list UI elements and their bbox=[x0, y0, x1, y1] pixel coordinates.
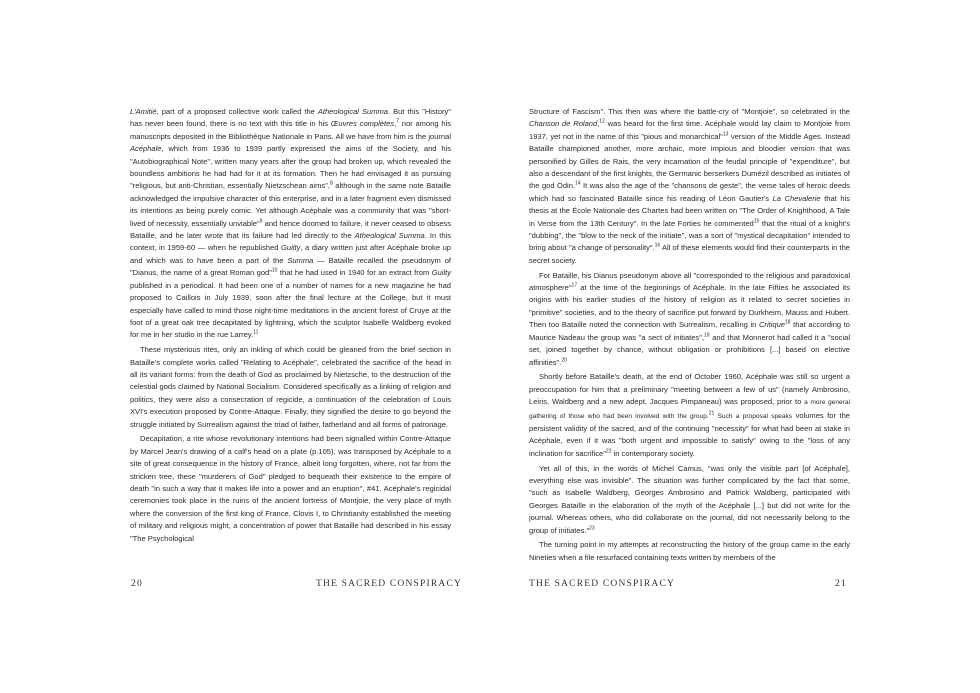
paragraph bbox=[130, 344, 451, 431]
text-run: All of these elements would find their counterparts in the secret society. bbox=[529, 243, 851, 265]
footnote-ref: 19 bbox=[704, 332, 710, 339]
italic-text: Acéphale bbox=[130, 144, 162, 154]
page-number: 20 bbox=[131, 579, 143, 589]
text-run: , bbox=[394, 119, 397, 129]
footnote-ref: 13 bbox=[722, 131, 729, 138]
page-number: 21 bbox=[835, 579, 847, 589]
right-page-body bbox=[529, 106, 850, 564]
text-run: nor among his manuscripts deposited in the Bibliothèque Nationale in Paris. All we have from him is the journal bbox=[130, 119, 452, 141]
text-run: , a diary written just after Acéphale broke up and which was to have been a part of the bbox=[130, 243, 452, 265]
text-run: was heard for the first time. Acéphale would lay claim to Montjoie from 1937, yet not in the name of this "pious and monarchical" bbox=[529, 119, 851, 141]
footnote-ref: 18 bbox=[785, 319, 791, 326]
running-title: THE SACRED CONSPIRACY bbox=[529, 579, 676, 589]
text-run: The turning point in my attempts at reconstructing the history of the group came in the early Nineties when a file resurfaced containing texts written by members of the bbox=[529, 540, 850, 562]
text-run: , which from 1936 to 1939 partly expressed the aims of the Society, and his "Autobiographical Note", written many years after the group had broken up, which revealed the boundless ambitions he had had for it at its formation. Then he had envisaged it as pursuing "religious, but anti-Christian, essentially Nietzschean aims", bbox=[130, 144, 451, 191]
text-run: that his thesis at the École Nationale des Chartes had been written on "The Order of Knighthood, A Tale in Verse from the 13th Century". In the late Forties he commented bbox=[529, 193, 850, 228]
text-run: that according to Maurice Nadeau the group was "a sect of initiates", bbox=[529, 320, 850, 342]
italic-text: Guilty bbox=[431, 268, 451, 278]
paragraph bbox=[529, 371, 850, 460]
text-run: . But this "History" has never been found, there is no text with this title in his bbox=[130, 107, 451, 129]
italic-text: Critique bbox=[758, 320, 785, 330]
footnote-ref: 15 bbox=[753, 218, 760, 225]
text-run: , part of a proposed collective work called the bbox=[156, 107, 318, 116]
italic-text: Œuvres complètes bbox=[330, 119, 395, 129]
text-run: and hence doomed to failure, it never ceased to obsess Bataille, and he later wrote that its failure had led directly to the bbox=[130, 218, 451, 241]
italic-text: Chanson de Roland bbox=[529, 119, 598, 129]
footnote-ref: 8 bbox=[329, 180, 333, 187]
text-run: although in the same note Bataille acknowledged the impulsive character of this enterprise, and in a later fragment even dismissed its intentions as being purely comic. Yet although Acéphale was a community that was "short-lived of necessity, essentially unviable" bbox=[130, 181, 451, 228]
text-run: that he had used in 1940 for an extract from bbox=[277, 268, 432, 278]
condensed-text: a more general gathering of those who had been involved with the group. bbox=[529, 399, 850, 420]
footnote-ref: 17 bbox=[571, 282, 578, 289]
paragraph bbox=[130, 106, 451, 342]
running-title: THE SACRED CONSPIRACY bbox=[316, 579, 463, 589]
paragraph bbox=[529, 270, 850, 369]
italic-text: La Chevalerie bbox=[772, 193, 821, 203]
paragraph bbox=[529, 463, 850, 537]
right-page bbox=[490, 0, 980, 693]
text-run: For Bataille, his Dianus pseudonym above all "corresponded to the religious and paradoxical atmosphere" bbox=[529, 270, 850, 293]
text-run: Structure of Fascism". This then was where the battle-cry of "Montjoie", so celebrated in the bbox=[529, 107, 850, 116]
paragraph bbox=[529, 539, 850, 564]
text-run: in contemporary society. bbox=[611, 448, 695, 458]
text-run: It was also the age of the "chansons de geste", the verse tales of heroic deeds which had so fascinated Bataille since his reading of Léon Gautier's bbox=[529, 181, 850, 203]
footnote-ref: 11 bbox=[253, 329, 259, 336]
footnote-ref: 9 bbox=[259, 218, 263, 225]
text-run: volumes for the persistent validity of the sacred, and of the continuing "necessity" for what had been at stake in Acéphale, even if it was "both urgent and impossible to satisfy" owing to the "loss of any inclination for sacrifice" bbox=[529, 410, 850, 458]
left-page-body bbox=[130, 106, 451, 545]
italic-text: Guilty bbox=[281, 243, 301, 253]
footnote-ref: 22 bbox=[605, 448, 612, 455]
footnote-ref: 16 bbox=[654, 242, 661, 249]
text-run: that the ritual of a knight's "dubbing", the "blow to the neck of the initiate", was a sort of "mystical decapitation" intended to bring about "a change of personality". bbox=[529, 218, 850, 253]
footnote-ref: 20 bbox=[561, 357, 567, 363]
text-run: and that Monnerot had called it a "social set, joined together by chance, without obligation or prohibitions [...] based on elective affinities". bbox=[529, 332, 850, 367]
text-run: — Bataille recalled the pseudonym of "Dianus, the name of a great Roman god" bbox=[130, 255, 451, 278]
italic-text: Atheological Summa bbox=[317, 107, 388, 116]
footnote-ref: 7 bbox=[396, 118, 399, 125]
text-run: at the time of the beginnings of Acéphale. In the late Fifties he associated its origins with his earlier studies of the history of religion as it related to secret societies in "primitive" societies, and to the theory of sacrifice put forward by Durkheim, Mauss and Hubert. Then too Bataille noted the connection with Surrealism, recalling in bbox=[529, 283, 850, 330]
text-run: These mysterious rites, only an inkling of which could be gleaned from the brief section in Bataille's complete works called "Relating to Acéphale", celebrated the sacrifice of the head in all its variant forms: from the death of God as proclaimed by Nietzsche, to the destruction of the celestial gods claimed by National Socialism. Considered specifically as a linking of religion and politics, they were also a consecration of regicide, a continuation of the celebration of Louis XVI's execution proposed by Contre-Attaque. Finally, they signified the desire to go beyond the struggle initiated by Surrealism against the triad of father, fatherland and all forms of patronage. bbox=[130, 345, 451, 429]
text-run: Decapitation, a rite whose revolutionary intentions had been signalled within Contre-Attaque by Marcel Jean's drawing of a calf's head on a plate (p.105), was transposed by Acéphale to a site of great consequence in the history of France, albeit long forgotten, where, not far from the stricken tree, these "murderers of God" pledged to bequeath their existence to the empire of death "in such a way that it makes life into a power and an eruption", #41. Acéphale's regicidal ceremonies took place in the ruins of the ancient fortress of Montjoie, the very place of myth where the conversion of the first king of France, Clovis I, to Christianity established the meeting of military and religious might, a concentration of power that Bataille had described in his essay "The Psychological bbox=[130, 434, 451, 543]
text-run: published in a periodical. It had been one of a number of names for a new magazine he had proposed to Caillois in July 1939, soon after the final lecture at the College, but it must especially have called to mind those night-time meditations in the ancient forest of Cruye at the foot of a great oak tree decapitated by lightning, which the sculptor Isabelle Waldberg evoked for me in her studio in the rue Larrey. bbox=[130, 280, 451, 340]
paragraph bbox=[529, 106, 850, 267]
footnote-ref: 12 bbox=[599, 118, 605, 125]
paragraph bbox=[130, 433, 451, 545]
footnote-ref: 14 bbox=[575, 180, 581, 187]
text-run: . In this context, in 1959-60 — when he republished bbox=[130, 231, 451, 253]
footnote-ref: 10 bbox=[271, 267, 278, 274]
condensed-text: Such a proposal speaks bbox=[714, 412, 793, 420]
text-run: version of the Middle Ages. Instead Bataille championed another, more archaic, more impious and bloodier version that was personified by Gilles de Rais, the very incarnation of the feudal principle of "expenditure", but also a descendant of the first knights, the Germanic berserkers Dumézil described as initiates of the god Odin. bbox=[529, 131, 850, 191]
text-run: , bbox=[597, 119, 600, 129]
footnote-ref: 23 bbox=[589, 525, 595, 532]
italic-text: Atheological Summa bbox=[354, 231, 425, 241]
text-run: Shortly before Bataille's death, at the end of October 1960, Acéphale was still so urgent a preoccupation for him that a preliminary "meeting between a few of us" (namely Ambrosino, Leiris, Waldberg and a new adept, Jacques Pimpaneau) was proposed, prior to bbox=[529, 372, 850, 407]
italic-text: L'Amitié bbox=[130, 107, 157, 116]
text-run: Yet all of this, in the words of Michel Camus, "was only the visible part [of Acéphale], everything else was invisible". The situation was further complicated by the fact that some, "such as Isabelle Waldberg, Georges Ambrosino and Patrick Waldberg, participated with Georges Bataille in the elaboration of the myth of the Acéphale [...] but did not write for the journal. Whereas others, who did collaborate on the journal, did not necessarily belong to the group of initiates." bbox=[529, 463, 850, 535]
italic-text: Summa bbox=[287, 255, 314, 265]
footnote-ref: 21 bbox=[708, 410, 715, 417]
